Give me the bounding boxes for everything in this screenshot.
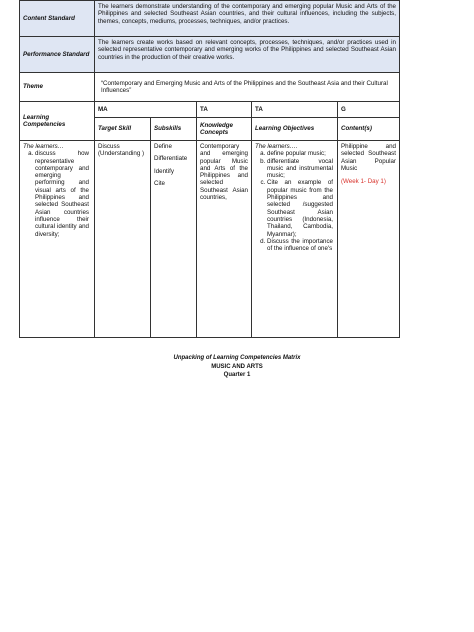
competencies-matrix xyxy=(19,0,400,338)
col-subskills: Subskills xyxy=(151,118,197,141)
learning-objectives-cell xyxy=(252,141,338,338)
knowledge-concepts-cell: Contemporary and emerging popular Music and Arts of the Philippines and selected Southeast Asian countries, xyxy=(197,141,252,338)
performance-standard-text: The learners create works based on relevant concepts, processes, techniques, and/or practices used in selected representative contemporary and emerging works of the Philippines and selected Southeast Asian countries in the production of their creative works. xyxy=(95,37,400,73)
objective-item: b. differentiate vocal music and instrumental music; xyxy=(267,158,333,180)
col-target-skill: Target Skill xyxy=(95,118,151,141)
col-learning-objectives: Learning Objectives xyxy=(252,118,338,141)
objective-item: d. Discuss the importance of the influence of one's xyxy=(267,238,333,253)
group-ta-1: TA xyxy=(197,102,252,118)
target-skill-cell: Discuss (Understanding ) xyxy=(95,141,151,338)
group-g: G xyxy=(338,102,400,118)
theme-row xyxy=(20,73,400,102)
week-day-note: (Week 1- Day 1) xyxy=(341,178,386,186)
competency-cell xyxy=(20,141,95,338)
footer-subject: MUSIC AND ARTS xyxy=(211,363,263,370)
group-ta-2: TA xyxy=(252,102,338,118)
footer-title: Unpacking of Learning Competencies Matrix xyxy=(173,355,301,361)
theme-text: “Contemporary and Emerging Music and Arts of the Philippines and the Southeast Asia and their Cultural Influences” xyxy=(95,73,400,102)
contents-cell xyxy=(338,141,400,338)
content-standard-label: Content Standard xyxy=(20,1,95,37)
contents-text: Philippine and selected Southeast Asian Popular Music xyxy=(341,143,396,172)
objectives-intro: The learners…. xyxy=(255,143,298,150)
learning-competencies-label: Learning Competencies xyxy=(20,102,95,141)
subskill-item: Identify xyxy=(154,167,174,175)
competency-body-row xyxy=(20,141,400,338)
performance-standard-row xyxy=(20,37,400,73)
content-standard-text: The learners demonstrate understanding of the contemporary and emerging popular Music and Arts of the Philippines and selected Southeast Asian countries, and their cultural influences, including the subjects, themes, concepts, mediums, processes, techniques, and/or practices. xyxy=(95,1,400,37)
group-header-row xyxy=(20,102,400,118)
subskill-item: Define xyxy=(154,143,172,150)
theme-label: Theme xyxy=(20,73,95,102)
objective-item: a. define popular music; xyxy=(267,150,333,157)
performance-standard-label: Performance Standard xyxy=(20,37,95,73)
subskills-cell xyxy=(151,141,197,338)
subskill-item: Cite xyxy=(154,179,166,187)
subskill-item: Differentiate xyxy=(154,155,188,163)
objective-item: c. Cite an example of popular music from the Philippines and selected /suggested Southeast Asian countries (Indonesia, Thailand, Cambodia, Myanmar); xyxy=(267,179,333,237)
footer-quarter: Quarter 1 xyxy=(223,372,251,378)
col-contents: Content(s) xyxy=(338,118,400,141)
document-footer xyxy=(19,354,455,380)
col-knowledge-concepts: Knowledge Concepts xyxy=(197,118,252,141)
competency-intro: The learners… xyxy=(23,143,64,150)
content-standard-row xyxy=(20,1,400,37)
group-ma: MA xyxy=(95,102,197,118)
competency-item: a. discuss how representative contemporary and emerging performing and visual arts of the Philippines and selected Southeast Asian countries influence their cultural identity and diversity; xyxy=(35,150,89,238)
